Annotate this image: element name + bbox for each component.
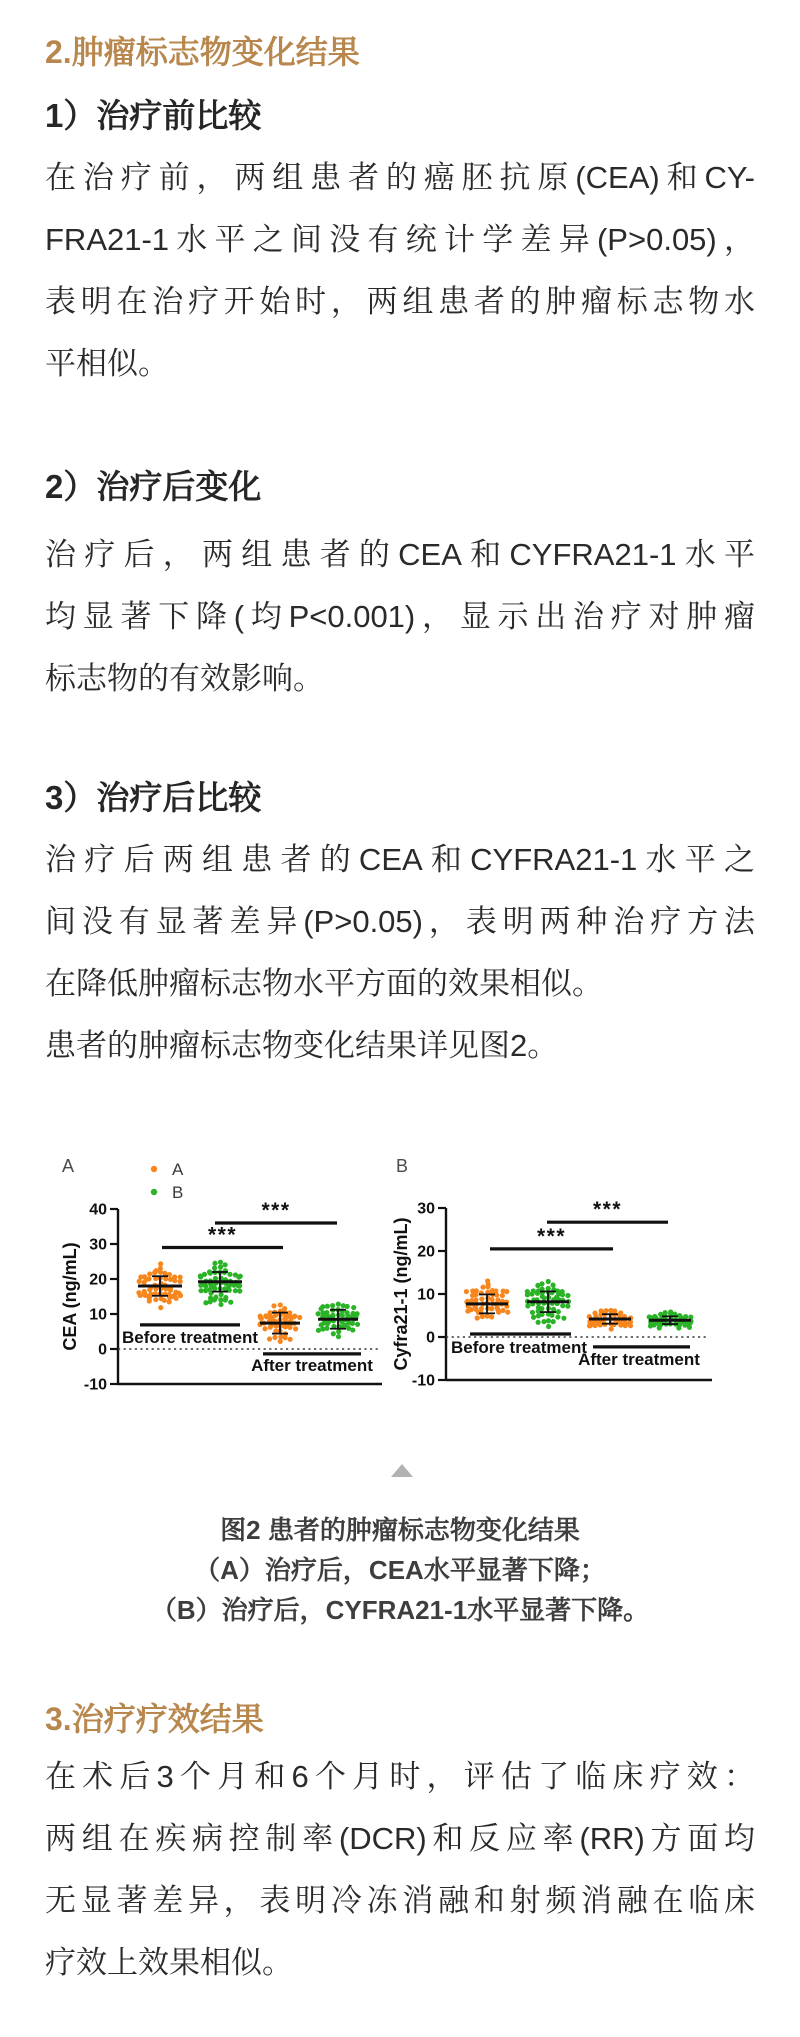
svg-text:0: 0 xyxy=(98,1341,107,1359)
svg-text:***: *** xyxy=(261,1199,291,1222)
svg-text:After treatment: After treatment xyxy=(578,1350,700,1369)
figure-2-caption xyxy=(0,1510,800,1630)
paragraph-line: 治疗后两组患者的CEA和CYFRA21-1水平之 xyxy=(45,842,755,877)
svg-text:A: A xyxy=(62,1156,75,1176)
paragraph-after-treatment-change xyxy=(45,524,755,710)
svg-text:***: *** xyxy=(592,1198,623,1222)
svg-text:10: 10 xyxy=(89,1306,107,1324)
paragraph-line: 间没有显著差异(P>0.05)，表明两种治疗方法 xyxy=(45,904,755,939)
svg-text:40: 40 xyxy=(89,1201,107,1219)
paragraph-line: 在降低肿瘤标志物水平方面的效果相似。 xyxy=(45,966,603,1001)
paragraph-line: 在术后3个月和6个月时，评估了临床疗效： xyxy=(45,1759,755,1794)
svg-text:-10: -10 xyxy=(411,1372,435,1390)
svg-text:Cyfra21-1 (ng/mL): Cyfra21-1 (ng/mL) xyxy=(391,1217,411,1371)
svg-text:Before treatment: Before treatment xyxy=(121,1328,259,1347)
subheading-before-treatment-comparison: 1）治疗前比较 xyxy=(45,97,262,134)
svg-text:***: *** xyxy=(207,1223,238,1247)
paragraph-line: FRA21-1水平之间没有统计学差异(P>0.05)， xyxy=(45,222,755,257)
svg-text:After treatment: After treatment xyxy=(251,1356,373,1375)
up-triangle-icon xyxy=(391,1464,413,1477)
paragraph-line: 表明在治疗开始时，两组患者的肿瘤标志物水 xyxy=(45,284,755,319)
svg-text:A: A xyxy=(172,1160,184,1179)
paragraph-treatment-efficacy xyxy=(45,1746,755,1994)
svg-text:***: *** xyxy=(536,1224,567,1248)
paragraph-line: 在治疗前，两组患者的癌胚抗原(CEA)和CY- xyxy=(45,160,755,195)
paragraph-line: 无显著差异，表明冷冻消融和射频消融在临床 xyxy=(45,1883,755,1918)
svg-text:0: 0 xyxy=(426,1329,435,1347)
paragraph-line: 两组在疾病控制率(DCR)和反应率(RR)方面均 xyxy=(45,1821,755,1856)
svg-text:B: B xyxy=(396,1156,409,1176)
paragraph-line: 平相似。 xyxy=(45,346,169,381)
section-heading-treatment-efficacy: 3.治疗疗效结果 xyxy=(45,1701,264,1737)
svg-text:20: 20 xyxy=(89,1271,107,1289)
svg-text:CEA (ng/mL): CEA (ng/mL) xyxy=(60,1242,80,1351)
svg-text:Before treatment: Before treatment xyxy=(450,1338,588,1357)
paragraph-line: 患者的肿瘤标志物变化结果详见图2。 xyxy=(45,1028,559,1063)
svg-text:20: 20 xyxy=(417,1243,435,1261)
svg-text:30: 30 xyxy=(417,1200,435,1218)
paragraph-before-treatment xyxy=(45,147,755,395)
subheading-after-treatment-change: 2）治疗后变化 xyxy=(45,468,262,505)
paragraph-line: 均显著下降(均P<0.001)，显示出治疗对肿瘤 xyxy=(45,599,755,634)
caption-title: 图2 患者的肿瘤标志物变化结果 xyxy=(220,1515,580,1545)
paragraph-line: 疗效上效果相似。 xyxy=(45,1945,293,1980)
section-heading-tumor-marker-results: 2.肿瘤标志物变化结果 xyxy=(45,34,360,70)
figure-2-scatter-plots xyxy=(0,1140,800,1420)
paragraph-after-treatment-comparison xyxy=(45,829,755,1077)
svg-text:10: 10 xyxy=(417,1286,435,1304)
svg-text:B: B xyxy=(172,1183,184,1202)
paragraph-line: 标志物的有效影响。 xyxy=(45,661,324,696)
caption-line-a: （A）治疗后，CEA水平显著下降； xyxy=(194,1555,606,1585)
svg-text:-10: -10 xyxy=(83,1376,107,1394)
subheading-after-treatment-comparison: 3）治疗后比较 xyxy=(45,779,262,816)
paragraph-line: 治疗后，两组患者的CEA和CYFRA21-1水平 xyxy=(45,537,755,572)
figure-2-tumor-marker-charts xyxy=(0,1140,800,1420)
caption-line-b: （B）治疗后，CYFRA21-1水平显著下降。 xyxy=(150,1595,650,1625)
svg-text:30: 30 xyxy=(89,1236,107,1254)
